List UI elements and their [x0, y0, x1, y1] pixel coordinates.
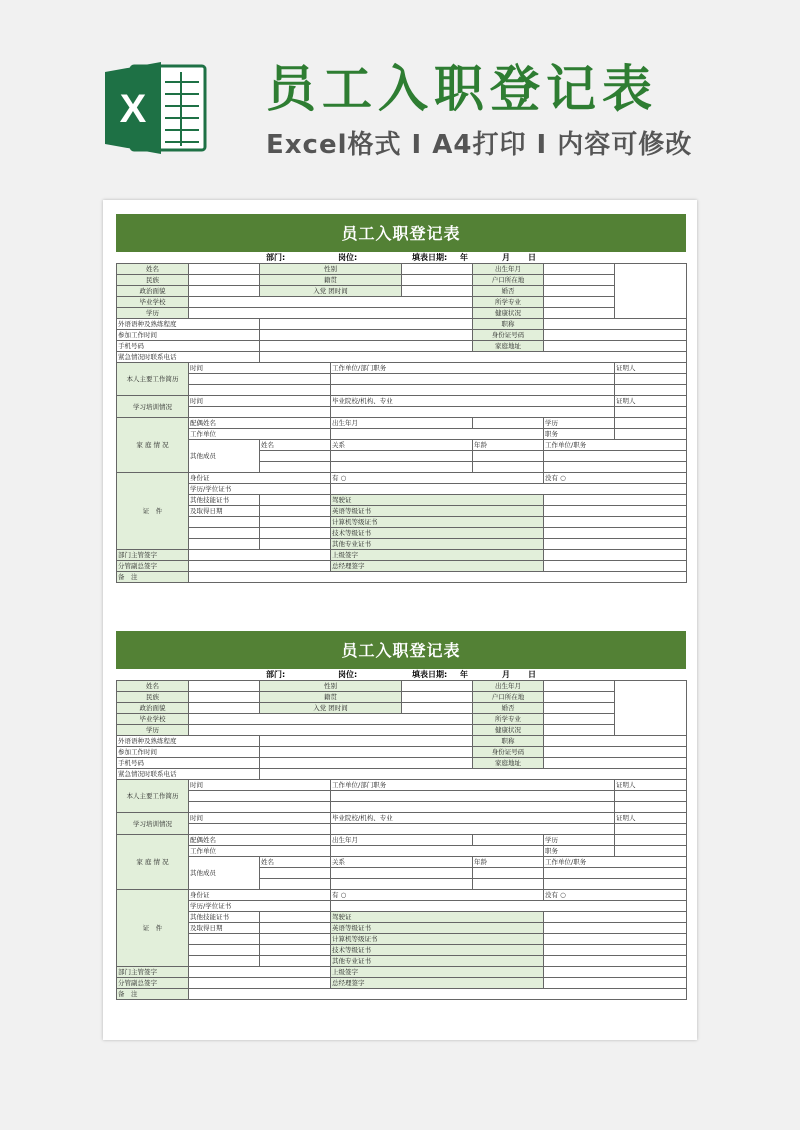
label-health: 健康状况 — [473, 725, 544, 736]
field-english[interactable] — [544, 506, 687, 517]
label-birth: 出生年月 — [473, 264, 544, 275]
field-tech[interactable] — [544, 945, 687, 956]
field-native[interactable] — [402, 692, 473, 703]
field-hukou[interactable] — [544, 275, 615, 286]
label-work-history: 本人主要工作简历 — [117, 780, 189, 813]
position-label: 岗位: — [338, 670, 358, 679]
field-employer[interactable] — [331, 429, 544, 440]
field-blank[interactable] — [260, 934, 331, 945]
label-home-addr: 家庭地址 — [473, 758, 544, 769]
label-ethnic: 民族 — [117, 692, 189, 703]
label-m-name: 姓名 — [260, 440, 331, 451]
field-blank[interactable] — [189, 945, 260, 956]
label-english: 英语等级证书 — [331, 506, 544, 517]
field-blank[interactable] — [189, 956, 260, 967]
label-party-date: 入党 团时间 — [260, 286, 402, 297]
label-remark: 备 注 — [117, 572, 189, 583]
hero-banner — [0, 0, 800, 200]
field-emergency[interactable] — [260, 352, 687, 363]
field-work-unit[interactable] — [331, 802, 615, 813]
label-idcard: 身份证 — [189, 473, 331, 484]
field-m-rel[interactable] — [331, 868, 473, 879]
field-phone[interactable] — [260, 341, 473, 352]
label-school-org: 毕业院校/机构、专业 — [331, 396, 615, 407]
field-m-name[interactable] — [260, 879, 331, 890]
label-work-start: 参加工作时间 — [117, 330, 260, 341]
field-duty[interactable] — [615, 429, 687, 440]
label-employer: 工作单位 — [189, 429, 331, 440]
label-dept-sign: 部门主管签字 — [117, 967, 189, 978]
label-spouse-birth: 出生年月 — [331, 835, 473, 846]
field-marriage[interactable] — [544, 703, 615, 714]
label-vp-sign: 分管副总签字 — [117, 978, 189, 989]
label-computer: 计算机等级证书 — [331, 934, 544, 945]
field-other-skill[interactable] — [260, 495, 331, 506]
field-school[interactable] — [189, 297, 473, 308]
field-work-unit[interactable] — [331, 791, 615, 802]
label-time: 时间 — [189, 813, 331, 824]
field-witness[interactable] — [615, 824, 687, 835]
field-time[interactable] — [189, 802, 331, 813]
label-m-rel: 关系 — [331, 857, 473, 868]
field-edu[interactable] — [189, 308, 473, 319]
form-title: 员工入职登记表 — [116, 631, 686, 669]
field-vp-sign[interactable] — [189, 561, 331, 572]
field-witness[interactable] — [615, 802, 687, 813]
label-party-date: 入党 团时间 — [260, 703, 402, 714]
field-english[interactable] — [544, 923, 687, 934]
label-duty: 职务 — [544, 846, 615, 857]
month-label: 月 — [502, 253, 510, 262]
field-work-unit[interactable] — [331, 374, 615, 385]
label-employer: 工作单位 — [189, 846, 331, 857]
option-not-have[interactable]: 没有 ○ — [544, 890, 687, 901]
label-edu: 学历 — [117, 725, 189, 736]
field-blank[interactable] — [260, 539, 331, 550]
label-name: 姓名 — [117, 681, 189, 692]
field-m-rel[interactable] — [331, 451, 473, 462]
field-m-age[interactable] — [473, 868, 544, 879]
label-birth: 出生年月 — [473, 681, 544, 692]
label-spouse-birth: 出生年月 — [331, 418, 473, 429]
field-spouse-birth[interactable] — [473, 418, 544, 429]
year-label: 年 — [460, 253, 468, 262]
field-witness[interactable] — [615, 374, 687, 385]
label-home-addr: 家庭地址 — [473, 341, 544, 352]
label-native: 籍贯 — [260, 275, 402, 286]
field-gender[interactable] — [402, 681, 473, 692]
field-sup-sign[interactable] — [544, 550, 687, 561]
label-major: 所学专业 — [473, 714, 544, 725]
label-english: 英语等级证书 — [331, 923, 544, 934]
label-work-unit: 工作单位/部门职务 — [331, 363, 615, 374]
field-degree-cert[interactable] — [331, 484, 687, 495]
label-spouse-edu: 学历 — [544, 835, 615, 846]
option-have[interactable]: 有 ○ — [331, 890, 544, 901]
photo-box[interactable] — [615, 264, 687, 319]
label-witness: 证明人 — [615, 396, 687, 407]
field-id-no[interactable] — [544, 747, 687, 758]
form-subheader — [116, 252, 686, 263]
field-blank[interactable] — [189, 517, 260, 528]
field-driving[interactable] — [544, 912, 687, 923]
label-m-name: 姓名 — [260, 857, 331, 868]
label-witness: 证明人 — [615, 813, 687, 824]
label-spouse: 配偶姓名 — [189, 835, 331, 846]
field-obtain-date[interactable] — [260, 923, 331, 934]
label-driving: 驾驶证 — [331, 912, 544, 923]
field-computer[interactable] — [544, 934, 687, 945]
field-title[interactable] — [544, 319, 687, 330]
label-political: 政治面貌 — [117, 286, 189, 297]
field-native[interactable] — [402, 275, 473, 286]
field-vp-sign[interactable] — [189, 978, 331, 989]
label-family: 家 庭 情 况 — [117, 418, 189, 473]
field-degree-cert[interactable] — [331, 901, 687, 912]
label-remark: 备 注 — [117, 989, 189, 1000]
field-home-addr[interactable] — [544, 341, 687, 352]
label-degree-cert: 学历/学位证书 — [189, 484, 331, 495]
label-work-start: 参加工作时间 — [117, 747, 260, 758]
form-subheader — [116, 669, 686, 680]
field-party-date[interactable] — [402, 286, 473, 297]
field-ethnic[interactable] — [189, 275, 260, 286]
field-time[interactable] — [189, 407, 331, 418]
field-obtain-date[interactable] — [260, 506, 331, 517]
fill-date-label: 填表日期: — [412, 670, 448, 679]
label-tech: 技术等级证书 — [331, 528, 544, 539]
label-vp-sign: 分管副总签字 — [117, 561, 189, 572]
field-other-prof[interactable] — [544, 539, 687, 550]
option-have[interactable]: 有 ○ — [331, 473, 544, 484]
photo-box[interactable] — [615, 681, 687, 736]
day-label: 日 — [528, 670, 536, 679]
field-gm-sign[interactable] — [544, 978, 687, 989]
label-phone: 手机号码 — [117, 341, 260, 352]
field-edu[interactable] — [189, 725, 473, 736]
label-school: 毕业学校 — [117, 297, 189, 308]
field-other-skill[interactable] — [260, 912, 331, 923]
excel-logo-icon — [103, 58, 208, 158]
label-name: 姓名 — [117, 264, 189, 275]
field-dept-sign[interactable] — [189, 967, 331, 978]
label-political: 政治面貌 — [117, 703, 189, 714]
field-witness[interactable] — [615, 407, 687, 418]
label-sup-sign: 上级签字 — [331, 967, 544, 978]
field-work-unit[interactable] — [331, 385, 615, 396]
label-spouse: 配偶姓名 — [189, 418, 331, 429]
field-sup-sign[interactable] — [544, 967, 687, 978]
label-emergency: 紧急情况时联系电话 — [117, 352, 260, 363]
label-hukou: 户口所在地 — [473, 275, 544, 286]
label-other-members: 其他成员 — [189, 857, 260, 890]
fill-date-label: 填表日期: — [412, 253, 448, 262]
label-gm-sign: 总经理签字 — [331, 561, 544, 572]
field-m-name[interactable] — [260, 462, 331, 473]
field-ethnic[interactable] — [189, 692, 260, 703]
field-blank[interactable] — [260, 956, 331, 967]
page-title: 员工入职登记表 — [266, 60, 658, 118]
field-m-name[interactable] — [260, 451, 331, 462]
label-certs: 证 件 — [117, 890, 189, 967]
field-witness[interactable] — [615, 791, 687, 802]
field-m-name[interactable] — [260, 868, 331, 879]
field-political[interactable] — [189, 286, 260, 297]
month-label: 月 — [502, 670, 510, 679]
field-name[interactable] — [189, 681, 260, 692]
label-lang: 外语语种及熟练程度 — [117, 736, 260, 747]
field-m-age[interactable] — [473, 879, 544, 890]
field-blank[interactable] — [189, 528, 260, 539]
label-driving: 驾驶证 — [331, 495, 544, 506]
field-other-prof[interactable] — [544, 956, 687, 967]
label-work-unit: 工作单位/部门职务 — [331, 780, 615, 791]
label-degree-cert: 学历/学位证书 — [189, 901, 331, 912]
logo-letter: X — [119, 87, 147, 131]
field-birth[interactable] — [544, 681, 615, 692]
label-witness: 证明人 — [615, 363, 687, 374]
field-home-addr[interactable] — [544, 758, 687, 769]
field-spouse-edu[interactable] — [615, 418, 687, 429]
form-grid — [116, 263, 687, 583]
label-study: 学习培训情况 — [117, 813, 189, 835]
label-m-age: 年龄 — [473, 857, 544, 868]
label-major: 所学专业 — [473, 297, 544, 308]
field-blank[interactable] — [189, 539, 260, 550]
label-idcard: 身份证 — [189, 890, 331, 901]
label-spouse-edu: 学历 — [544, 418, 615, 429]
field-phone[interactable] — [260, 758, 473, 769]
field-blank[interactable] — [260, 517, 331, 528]
field-lang[interactable] — [260, 319, 473, 330]
form-grid — [116, 680, 687, 1000]
label-lang: 外语语种及熟练程度 — [117, 319, 260, 330]
label-emergency: 紧急情况时联系电话 — [117, 769, 260, 780]
registration-form-2 — [116, 631, 686, 1000]
label-dept-sign: 部门主管签字 — [117, 550, 189, 561]
field-witness[interactable] — [615, 385, 687, 396]
field-title[interactable] — [544, 736, 687, 747]
field-employer[interactable] — [331, 846, 544, 857]
label-duty: 职务 — [544, 429, 615, 440]
label-computer: 计算机等级证书 — [331, 517, 544, 528]
label-m-age: 年龄 — [473, 440, 544, 451]
label-gender: 性别 — [260, 264, 402, 275]
field-health[interactable] — [544, 725, 615, 736]
field-m-rel[interactable] — [331, 462, 473, 473]
field-school-org[interactable] — [331, 824, 615, 835]
label-m-rel: 关系 — [331, 440, 473, 451]
field-computer[interactable] — [544, 517, 687, 528]
field-m-work[interactable] — [544, 879, 687, 890]
label-m-work: 工作单位/职务 — [544, 857, 687, 868]
label-other-skill: 其他技能证书 — [189, 912, 260, 923]
field-gender[interactable] — [402, 264, 473, 275]
label-time: 时间 — [189, 396, 331, 407]
field-dept-sign[interactable] — [189, 550, 331, 561]
label-native: 籍贯 — [260, 692, 402, 703]
label-certs: 证 件 — [117, 473, 189, 550]
field-time[interactable] — [189, 824, 331, 835]
label-title: 职称 — [473, 319, 544, 330]
field-party-date[interactable] — [402, 703, 473, 714]
field-m-work[interactable] — [544, 451, 687, 462]
label-other-members: 其他成员 — [189, 440, 260, 473]
field-time[interactable] — [189, 791, 331, 802]
field-work-start[interactable] — [260, 747, 473, 758]
field-health[interactable] — [544, 308, 615, 319]
label-school-org: 毕业院校/机构、专业 — [331, 813, 615, 824]
form-title: 员工入职登记表 — [116, 214, 686, 252]
field-lang[interactable] — [260, 736, 473, 747]
label-time: 时间 — [189, 780, 331, 791]
field-school[interactable] — [189, 714, 473, 725]
label-id-no: 身份证号码 — [473, 747, 544, 758]
field-m-age[interactable] — [473, 451, 544, 462]
field-blank[interactable] — [189, 934, 260, 945]
label-gender: 性别 — [260, 681, 402, 692]
label-gm-sign: 总经理签字 — [331, 978, 544, 989]
label-work-history: 本人主要工作简历 — [117, 363, 189, 396]
label-tech: 技术等级证书 — [331, 945, 544, 956]
label-hukou: 户口所在地 — [473, 692, 544, 703]
label-id-no: 身份证号码 — [473, 330, 544, 341]
dept-label: 部门: — [266, 253, 286, 262]
label-phone: 手机号码 — [117, 758, 260, 769]
label-time: 时间 — [189, 363, 331, 374]
field-emergency[interactable] — [260, 769, 687, 780]
field-m-rel[interactable] — [331, 879, 473, 890]
field-major[interactable] — [544, 714, 615, 725]
label-sup-sign: 上级签字 — [331, 550, 544, 561]
field-name[interactable] — [189, 264, 260, 275]
label-edu: 学历 — [117, 308, 189, 319]
option-not-have[interactable]: 没有 ○ — [544, 473, 687, 484]
label-other-prof: 其他专业证书 — [331, 956, 544, 967]
label-marriage: 婚否 — [473, 703, 544, 714]
label-study: 学习培训情况 — [117, 396, 189, 418]
field-hukou[interactable] — [544, 692, 615, 703]
field-tech[interactable] — [544, 528, 687, 539]
page-subtitle: Excel格式 I A4打印 I 内容可修改 — [266, 130, 693, 160]
field-m-work[interactable] — [544, 868, 687, 879]
label-obtain-date: 及取得日期 — [189, 923, 260, 934]
label-marriage: 婚否 — [473, 286, 544, 297]
field-remark[interactable] — [189, 989, 687, 1000]
field-major[interactable] — [544, 297, 615, 308]
label-family: 家 庭 情 况 — [117, 835, 189, 890]
field-spouse-edu[interactable] — [615, 835, 687, 846]
field-political[interactable] — [189, 703, 260, 714]
position-label: 岗位: — [338, 253, 358, 262]
label-other-prof: 其他专业证书 — [331, 539, 544, 550]
year-label: 年 — [460, 670, 468, 679]
field-driving[interactable] — [544, 495, 687, 506]
field-time[interactable] — [189, 385, 331, 396]
field-time[interactable] — [189, 374, 331, 385]
field-remark[interactable] — [189, 572, 687, 583]
label-m-work: 工作单位/职务 — [544, 440, 687, 451]
label-witness: 证明人 — [615, 780, 687, 791]
field-duty[interactable] — [615, 846, 687, 857]
label-obtain-date: 及取得日期 — [189, 506, 260, 517]
field-marriage[interactable] — [544, 286, 615, 297]
registration-form-1 — [116, 214, 686, 583]
label-other-skill: 其他技能证书 — [189, 495, 260, 506]
field-id-no[interactable] — [544, 330, 687, 341]
field-m-age[interactable] — [473, 462, 544, 473]
label-school: 毕业学校 — [117, 714, 189, 725]
field-birth[interactable] — [544, 264, 615, 275]
field-school-org[interactable] — [331, 407, 615, 418]
label-ethnic: 民族 — [117, 275, 189, 286]
label-health: 健康状况 — [473, 308, 544, 319]
dept-label: 部门: — [266, 670, 286, 679]
label-title: 职称 — [473, 736, 544, 747]
field-gm-sign[interactable] — [544, 561, 687, 572]
field-spouse-birth[interactable] — [473, 835, 544, 846]
field-blank[interactable] — [260, 528, 331, 539]
day-label: 日 — [528, 253, 536, 262]
field-work-start[interactable] — [260, 330, 473, 341]
field-blank[interactable] — [260, 945, 331, 956]
field-m-work[interactable] — [544, 462, 687, 473]
